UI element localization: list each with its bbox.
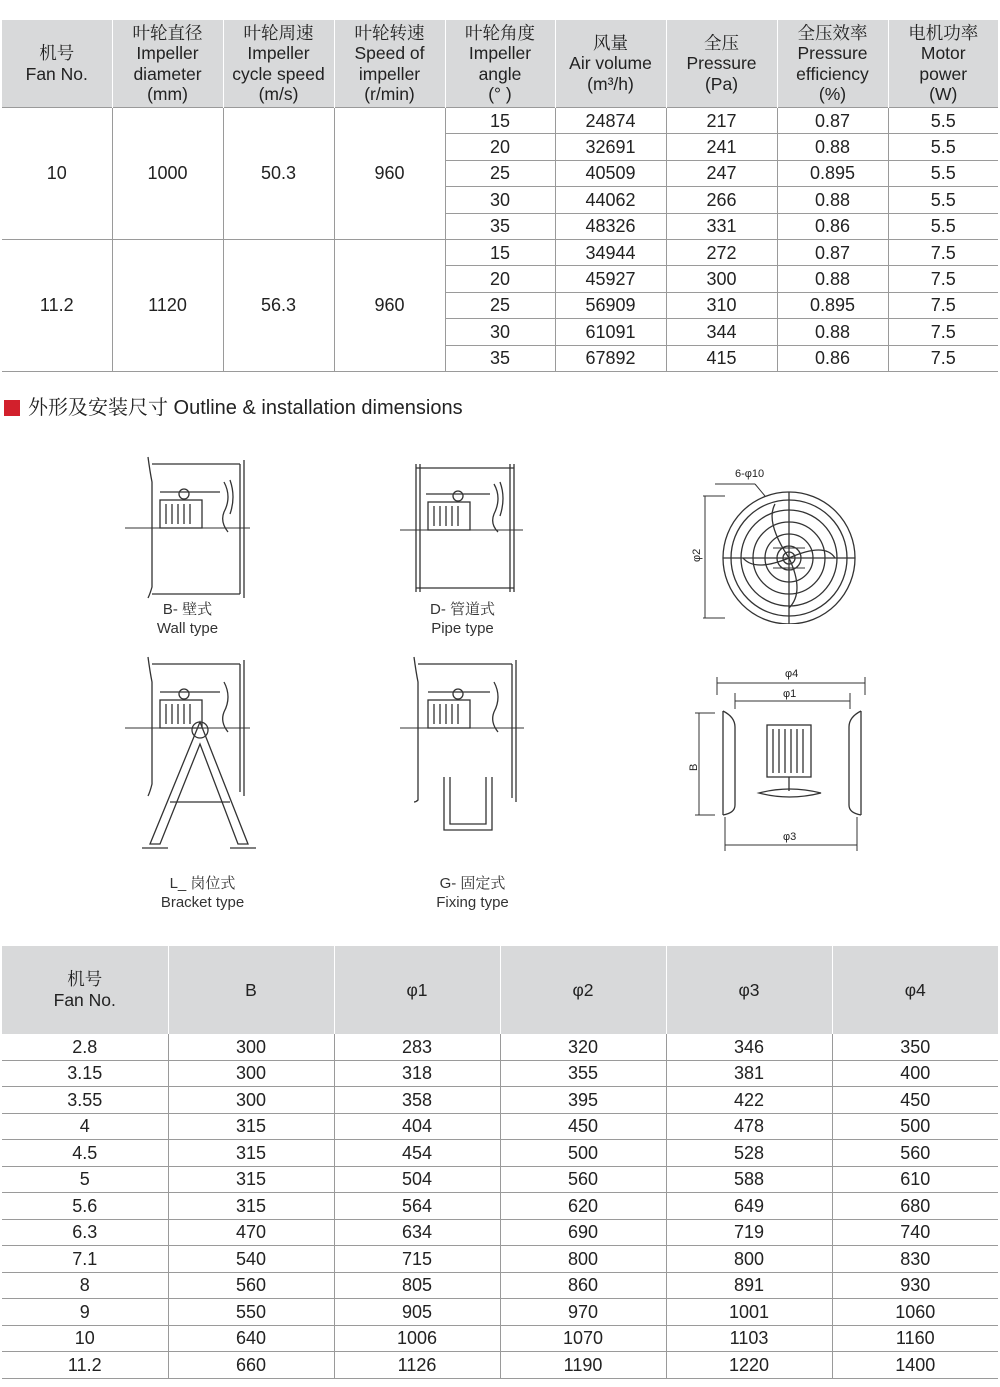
cell-fan-no: 10 — [2, 1325, 168, 1352]
header-speed: 叶轮转速 Speed of impeller (r/min) — [334, 20, 445, 108]
table-row — [2, 1352, 998, 1379]
cell-angle: 15 — [445, 108, 555, 134]
cell-power: 7.5 — [888, 319, 998, 345]
cell-air: 32691 — [555, 134, 666, 160]
table-row — [2, 1166, 998, 1193]
table-row — [2, 1325, 998, 1352]
cell-fan-no: 3.15 — [2, 1060, 168, 1087]
cell-b: 540 — [168, 1246, 334, 1273]
cell-fan-no: 7.1 — [2, 1246, 168, 1273]
cell-fan-no: 4 — [2, 1113, 168, 1140]
cell-pressure: 331 — [666, 213, 777, 239]
cell-fan-no: 4.5 — [2, 1140, 168, 1167]
cell-phi4: 1400 — [832, 1352, 998, 1379]
cell-angle: 35 — [445, 213, 555, 239]
cell-air: 34944 — [555, 239, 666, 265]
cell-phi1: 283 — [334, 1034, 500, 1060]
cell-power: 7.5 — [888, 345, 998, 371]
cell-phi3: 588 — [666, 1166, 832, 1193]
header-phi3: φ3 — [666, 946, 832, 1034]
header-b: B — [168, 946, 334, 1034]
cell-phi2: 500 — [500, 1140, 666, 1167]
cell-cycle-speed: 50.3 — [223, 108, 334, 240]
table-row — [2, 1087, 998, 1114]
pipe-type-en: Pipe type — [431, 620, 494, 637]
d3-label: φ3 — [783, 831, 797, 843]
cell-phi4: 610 — [832, 1166, 998, 1193]
cell-power: 7.5 — [888, 266, 998, 292]
cell-eff: 0.88 — [777, 266, 888, 292]
cell-phi3: 1103 — [666, 1325, 832, 1352]
header-pressure: 全压 Pressure (Pa) — [666, 20, 777, 108]
cell-air: 56909 — [555, 292, 666, 318]
cell-phi2: 800 — [500, 1246, 666, 1273]
cell-b: 300 — [168, 1060, 334, 1087]
cell-phi4: 830 — [832, 1246, 998, 1273]
red-square-bullet-icon — [4, 400, 20, 416]
fixing-type-diagram — [398, 652, 528, 837]
cell-phi4: 350 — [832, 1034, 998, 1060]
cell-b: 640 — [168, 1325, 334, 1352]
wall-type-zh: B- 壁式 — [162, 601, 213, 618]
cell-b: 550 — [168, 1299, 334, 1326]
cell-phi3: 800 — [666, 1246, 832, 1273]
cell-phi2: 1070 — [500, 1325, 666, 1352]
cell-phi1: 318 — [334, 1060, 500, 1087]
cell-phi2: 690 — [500, 1219, 666, 1246]
cell-phi1: 1006 — [334, 1325, 500, 1352]
cell-power: 5.5 — [888, 134, 998, 160]
cell-fan-no: 5 — [2, 1166, 168, 1193]
cell-phi2: 620 — [500, 1193, 666, 1220]
cell-phi2: 970 — [500, 1299, 666, 1326]
cell-pressure: 272 — [666, 239, 777, 265]
cell-fan-no: 6.3 — [2, 1219, 168, 1246]
cell-air: 61091 — [555, 319, 666, 345]
cell-phi4: 560 — [832, 1140, 998, 1167]
fixing-type-en: Fixing type — [436, 894, 509, 911]
cell-phi3: 649 — [666, 1193, 832, 1220]
cell-pressure: 241 — [666, 134, 777, 160]
cell-diameter: 1000 — [112, 108, 223, 240]
cell-fan-no: 10 — [2, 108, 112, 240]
table-row — [2, 1113, 998, 1140]
dimension-header-row — [2, 946, 998, 1034]
table-row — [2, 1193, 998, 1220]
cell-air: 48326 — [555, 213, 666, 239]
table-row — [2, 1060, 998, 1087]
cell-phi3: 891 — [666, 1272, 832, 1299]
cell-phi3: 1220 — [666, 1352, 832, 1379]
dimension-table-body — [2, 1034, 998, 1378]
table-row — [2, 108, 998, 134]
cell-phi4: 930 — [832, 1272, 998, 1299]
wall-type-caption — [130, 600, 245, 638]
cell-phi3: 1001 — [666, 1299, 832, 1326]
cell-pressure: 247 — [666, 160, 777, 186]
cell-air: 45927 — [555, 266, 666, 292]
cell-b: 315 — [168, 1113, 334, 1140]
table-row — [2, 1034, 998, 1060]
dimension-table — [2, 946, 998, 1379]
table-row — [2, 1219, 998, 1246]
bracket-type-diagram — [120, 652, 270, 852]
cell-power: 5.5 — [888, 187, 998, 213]
cell-angle: 35 — [445, 345, 555, 371]
cell-angle: 30 — [445, 187, 555, 213]
d4-label: φ4 — [785, 668, 799, 680]
table-row — [2, 1272, 998, 1299]
wall-type-en: Wall type — [156, 620, 219, 637]
cell-phi2: 320 — [500, 1034, 666, 1060]
fixing-type-caption — [415, 874, 530, 912]
holes-label: 6-φ10 — [735, 468, 765, 480]
cell-phi2: 395 — [500, 1087, 666, 1114]
cell-eff: 0.895 — [777, 292, 888, 318]
performance-table — [2, 20, 998, 372]
bracket-type-zh: L_ 岗位式 — [169, 875, 236, 892]
cell-b: 300 — [168, 1034, 334, 1060]
cell-phi3: 528 — [666, 1140, 832, 1167]
cell-b: 315 — [168, 1140, 334, 1167]
cell-b: 660 — [168, 1352, 334, 1379]
bracket-type-caption — [140, 874, 265, 912]
pipe-type-diagram — [398, 460, 528, 600]
cell-phi1: 358 — [334, 1087, 500, 1114]
cell-rpm: 960 — [334, 108, 445, 240]
cell-angle: 25 — [445, 160, 555, 186]
cell-eff: 0.88 — [777, 319, 888, 345]
table-row — [2, 1246, 998, 1273]
wall-type-diagram — [120, 452, 255, 602]
cell-b: 315 — [168, 1193, 334, 1220]
cell-power: 5.5 — [888, 160, 998, 186]
header-air-volume: 风量 Air volume (m³/h) — [555, 20, 666, 108]
performance-header-row — [2, 20, 998, 108]
cell-eff: 0.86 — [777, 213, 888, 239]
table-row — [2, 239, 998, 265]
cell-phi4: 1160 — [832, 1325, 998, 1352]
header-efficiency: 全压效率 Pressure efficiency (%) — [777, 20, 888, 108]
cell-air: 24874 — [555, 108, 666, 134]
cell-phi3: 422 — [666, 1087, 832, 1114]
table-row — [2, 1140, 998, 1167]
header-angle: 叶轮角度 Impeller angle (° ) — [445, 20, 555, 108]
cell-eff: 0.86 — [777, 345, 888, 371]
cell-pressure: 344 — [666, 319, 777, 345]
cell-phi1: 634 — [334, 1219, 500, 1246]
cell-fan-no: 11.2 — [2, 1352, 168, 1379]
cell-fan-no: 11.2 — [2, 239, 112, 371]
cell-phi2: 450 — [500, 1113, 666, 1140]
cell-phi1: 454 — [334, 1140, 500, 1167]
cell-phi1: 805 — [334, 1272, 500, 1299]
pipe-type-caption — [405, 600, 520, 638]
cell-pressure: 310 — [666, 292, 777, 318]
cell-phi1: 1126 — [334, 1352, 500, 1379]
cell-phi1: 404 — [334, 1113, 500, 1140]
cell-angle: 30 — [445, 319, 555, 345]
cell-phi1: 504 — [334, 1166, 500, 1193]
b-label: B — [688, 763, 700, 771]
cell-phi4: 450 — [832, 1087, 998, 1114]
cell-angle: 25 — [445, 292, 555, 318]
cell-phi3: 478 — [666, 1113, 832, 1140]
cell-phi1: 715 — [334, 1246, 500, 1273]
cell-rpm: 960 — [334, 239, 445, 371]
cell-b: 315 — [168, 1166, 334, 1193]
header-phi1: φ1 — [334, 946, 500, 1034]
cell-air: 44062 — [555, 187, 666, 213]
cell-b: 470 — [168, 1219, 334, 1246]
cell-fan-no: 9 — [2, 1299, 168, 1326]
cell-fan-no: 3.55 — [2, 1087, 168, 1114]
cell-eff: 0.87 — [777, 108, 888, 134]
cell-pressure: 266 — [666, 187, 777, 213]
cell-phi2: 560 — [500, 1166, 666, 1193]
front-view-diagram — [685, 462, 875, 624]
cell-fan-no: 5.6 — [2, 1193, 168, 1220]
cell-eff: 0.88 — [777, 187, 888, 213]
header-fan-no: 机号 Fan No. — [2, 946, 168, 1034]
d2-label: φ2 — [691, 548, 703, 562]
cell-air: 67892 — [555, 345, 666, 371]
header-cycle-speed: 叶轮周速 Impeller cycle speed (m/s) — [223, 20, 334, 108]
table-row — [2, 1299, 998, 1326]
cell-phi4: 1060 — [832, 1299, 998, 1326]
cell-eff: 0.895 — [777, 160, 888, 186]
header-impeller-diameter: 叶轮直径 Impeller diameter (mm) — [112, 20, 223, 108]
header-phi2: φ2 — [500, 946, 666, 1034]
cell-pressure: 300 — [666, 266, 777, 292]
header-fan-no: 机号 Fan No. — [2, 20, 112, 108]
cell-power: 5.5 — [888, 213, 998, 239]
cell-fan-no: 2.8 — [2, 1034, 168, 1060]
cell-fan-no: 8 — [2, 1272, 168, 1299]
pipe-type-zh: D- 管道式 — [430, 601, 495, 618]
cell-power: 5.5 — [888, 108, 998, 134]
cell-phi4: 680 — [832, 1193, 998, 1220]
cell-b: 300 — [168, 1087, 334, 1114]
cell-phi4: 740 — [832, 1219, 998, 1246]
header-phi4: φ4 — [832, 946, 998, 1034]
d1-label: φ1 — [783, 688, 797, 700]
cell-pressure: 415 — [666, 345, 777, 371]
cell-power: 7.5 — [888, 239, 998, 265]
cell-air: 40509 — [555, 160, 666, 186]
section-title-text: 外形及安装尺寸 Outline & installation dimensions — [28, 397, 463, 419]
cell-phi1: 905 — [334, 1299, 500, 1326]
cell-diameter: 1120 — [112, 239, 223, 371]
cell-angle: 20 — [445, 266, 555, 292]
cell-phi3: 719 — [666, 1219, 832, 1246]
cell-phi2: 355 — [500, 1060, 666, 1087]
cell-eff: 0.88 — [777, 134, 888, 160]
side-view-diagram — [685, 665, 885, 857]
header-motor-power: 电机功率 Motor power (W) — [888, 20, 998, 108]
cell-angle: 15 — [445, 239, 555, 265]
cell-eff: 0.87 — [777, 239, 888, 265]
cell-phi2: 860 — [500, 1272, 666, 1299]
cell-angle: 20 — [445, 134, 555, 160]
cell-phi1: 564 — [334, 1193, 500, 1220]
cell-phi3: 381 — [666, 1060, 832, 1087]
section-title — [4, 396, 463, 420]
bracket-type-en: Bracket type — [160, 894, 245, 911]
cell-phi4: 500 — [832, 1113, 998, 1140]
cell-phi2: 1190 — [500, 1352, 666, 1379]
cell-pressure: 217 — [666, 108, 777, 134]
cell-b: 560 — [168, 1272, 334, 1299]
cell-phi3: 346 — [666, 1034, 832, 1060]
cell-power: 7.5 — [888, 292, 998, 318]
fixing-type-zh: G- 固定式 — [439, 875, 506, 892]
cell-cycle-speed: 56.3 — [223, 239, 334, 371]
cell-phi4: 400 — [832, 1060, 998, 1087]
